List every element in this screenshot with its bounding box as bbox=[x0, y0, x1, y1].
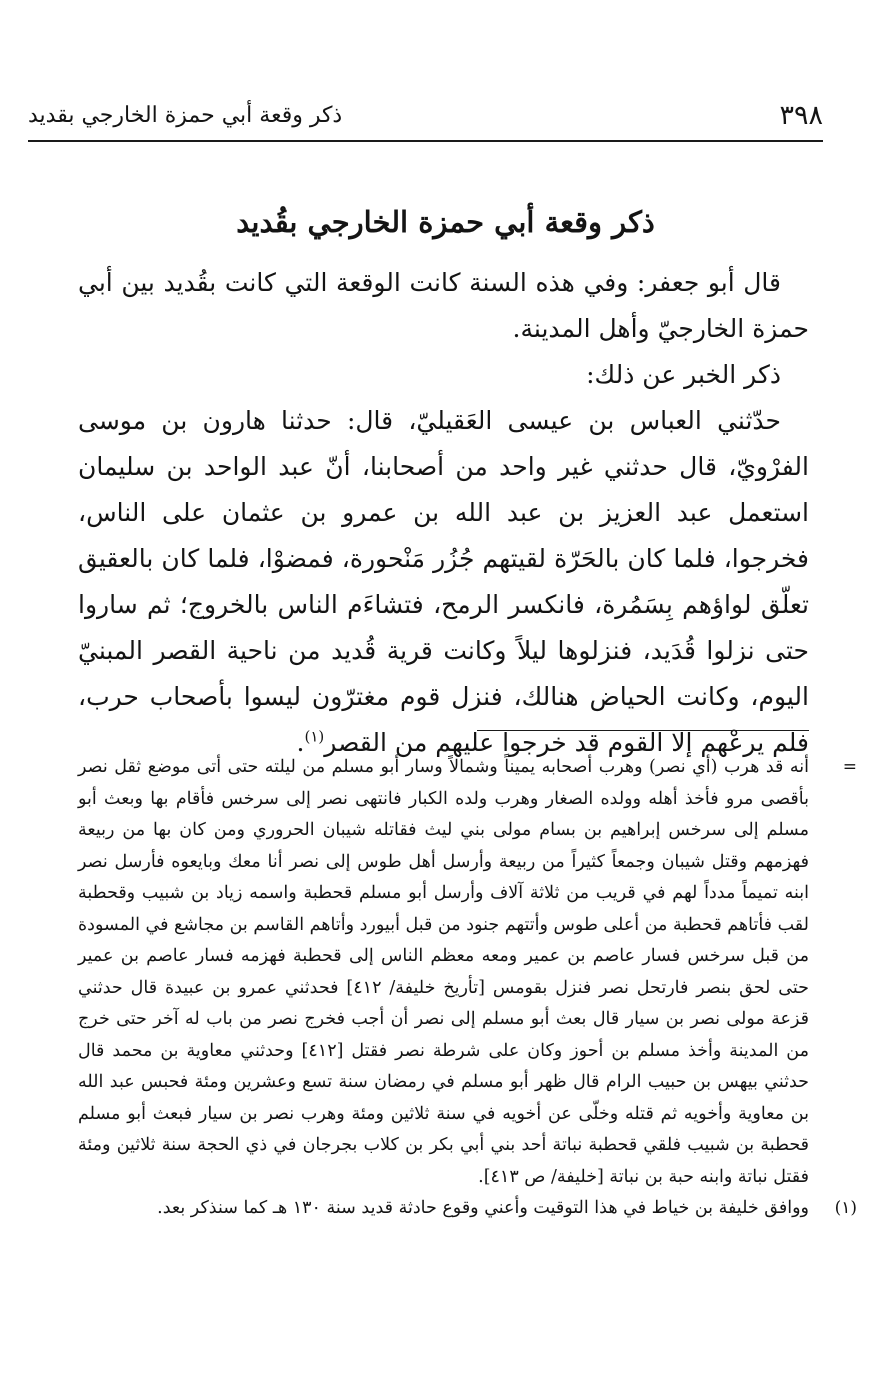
footnote-text: ووافق خليفة بن خياط في هذا التوقيت وأعني وقوع حادثة قديد سنة ١٣٠ هـ كما سنذكر بعد. bbox=[157, 1198, 809, 1218]
narration-end: . bbox=[296, 728, 305, 757]
footnote-1 bbox=[78, 1193, 857, 1225]
narration-paragraph bbox=[78, 398, 809, 766]
footnote-separator bbox=[477, 730, 809, 731]
footnote-marker: (١) bbox=[834, 1198, 857, 1218]
footnote-continuation bbox=[78, 752, 857, 1193]
intro-paragraph: قال أبو جعفر: وفي هذه السنة كانت الوقعة التي كانت بقُديد بين أبي حمزة الخارجيّ وأهل المدينة. bbox=[78, 268, 809, 343]
source-intro-paragraph: ذكر الخبر عن ذلك: bbox=[586, 360, 781, 389]
page-number: ٣٩٨ bbox=[779, 99, 823, 131]
footnotes bbox=[78, 752, 857, 1225]
footnote-marker: = bbox=[842, 757, 857, 777]
page-header bbox=[28, 95, 823, 135]
footnote-ref-1[interactable]: (١) bbox=[304, 727, 325, 746]
running-title: ذكر وقعة أبي حمزة الخارجي بقديد bbox=[28, 102, 343, 128]
main-text bbox=[78, 260, 809, 766]
chapter-title: ذكر وقعة أبي حمزة الخارجي بقُديد bbox=[236, 205, 655, 239]
header-rule bbox=[28, 140, 823, 142]
footnote-text: أنه قد هرب (أي نصر) وهرب أصحابه يميناً وشمالاً وسار أبو مسلم من ليلته حتى أتى موضع ثقل نصر بأقصى مرو فأخذ أهله وولده الصغار وهرب ولده الكبار فانتهى نصر إلى سرخس فأقام بها وبعث أبو مسلم إلى سرخس إبراهيم بن بسام مولى بني ليث فقاتله شيبان الحروري ومن كان بها من ربيعة فهزمهم وقتل شيبان وجمعاً كثيراً من ربيعة وأرسل أهل طوس إلى نصر أنا معك وبايعوه فأرسل نصر ابنه تميماً مدداً لهم في قريب من ثلاثة آلاف وأرسل أبو مسلم قحطبة واسمه زياد بن شبيب وقحطبة لقب فأتاهم قحطبة من أعلى طوس وأتتهم جنود من قبل أبيورد وأتاهم القاسم بن مجاشع في المسودة من قبل سرخس فسار عاصم بن عمير ومعه معظم الناس إلى قحطبة فهزمه فسار عاصم بن عمير حتى لحق بنصر فارتحل نصر فنزل بقومس [تأريخ خليفة/ ٤١٢] فحدثني عمرو بن عبيدة قال حدثني قزعة مولى نصر بن سيار قال بعث أبو مسلم إلى نصر أن أجب فخرج نصر من باب له آخر حتى خرج من المدينة وأخذ مسلم بن أحوز وكان على شرطة نصر فقتل [٤١٢] وحدثني معاوية بن محمد قال حدثني بيهس بن حبيب الرام قال ظهر أبو مسلم في رمضان سنة تسع وعشرين ومئة فحبس عبد الله بن معاوية وأخويه ثم قتله وخلّى عن أخويه في سنة ثلاثين ومئة وهرب نصر بن سيار فبعث أبو مسلم قحطبة بن شبيب فلقي قحطبة نباتة أحد بني أبي بكر بن كلاب بجرجان في ذي الحجة سنة ثلاثين ومئة فقتل نباتة وابنه حبة بن نباتة [خليفة/ ص ٤١٣]. bbox=[78, 757, 809, 1187]
narration-text: حدّثني العباس بن عيسى العَقيليّ، قال: حدثنا هارون بن موسى الفرْويّ، قال حدثني غير واحد من أصحابنا، أنّ عبد الواحد بن سليمان استعمل عبد العزيز بن عبد الله بن عمرو بن عثمان على الناس، فخرجوا، فلما كان بالحَرّة لقيتهم جُزُر مَنْحورة، فمضوْا، فلما كان بالعقيق تعلّق لواؤهم بِسَمُرة، فانكسر الرمح، فتشاءَم الناس بالخروج؛ ثم ساروا حتى نزلوا قُدَيد، فنزلوها ليلاً وكانت قرية قُديد من ناحية القصر المبنيّ اليوم، وكانت الحياض هنالك، فنزل قوم مغترّون ليسوا بأصحاب حرب، فلم يرعْهم إلا القوم قد خرجوا عليهم من القصر bbox=[78, 406, 810, 757]
